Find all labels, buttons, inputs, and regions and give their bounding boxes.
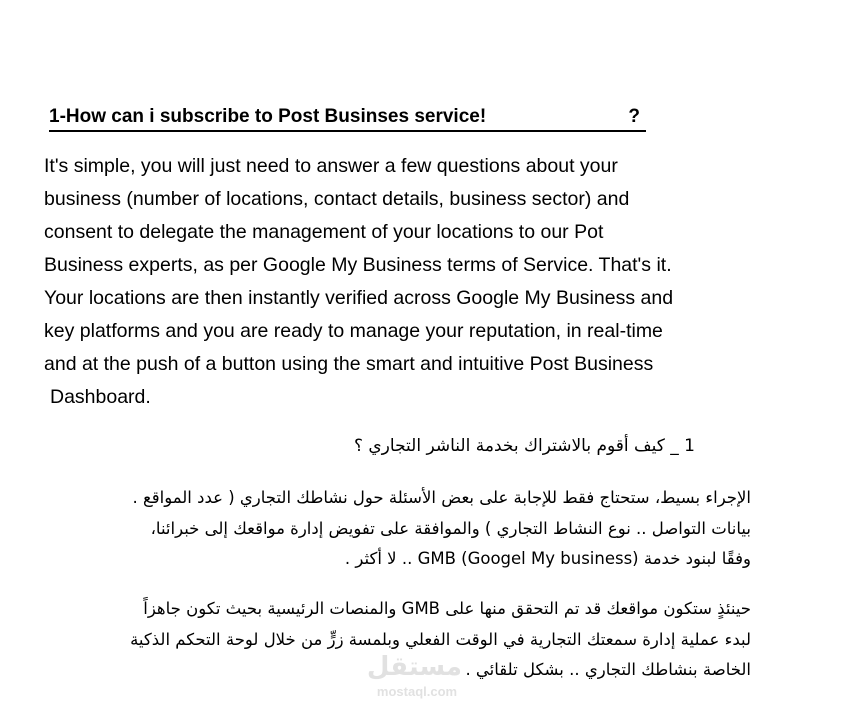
answer-ar-line: بيانات التواصل .. نوع النشاط التجاري ) والموافقة على تفويض إدارة مواقعك إلى خبرائنا، <box>150 518 751 538</box>
answer-en-line: and at the push of a button using the smart and intuitive Post Business <box>44 353 654 375</box>
answer-ar-line: حينئذٍ ستكون مواقعك قد تم التحقق منها على GMB والمنصات الرئيسية بحيث تكون جاهزاً <box>143 599 751 618</box>
question-heading-text: 1-How can i subscribe to Post Businses service! <box>49 106 487 127</box>
question-mark: ? <box>628 106 640 127</box>
answer-ar-line: الإجراء بسيط، ستحتاج فقط للإجابة على بعض الأسئلة حول نشاطك التجاري ( عدد المواقع . <box>132 488 751 507</box>
watermark-arabic: مستقل <box>366 652 462 682</box>
answer-en-line: key platforms and you are ready to manage your reputation, in real-time <box>44 320 663 342</box>
answer-en-line: Your locations are then instantly verified across Google My Business and <box>44 287 674 309</box>
answer-ar-line: وفقًا لبنود خدمة GMB (Googel My business) .. لا أكثر . <box>344 549 751 568</box>
watermark-latin: mostaql.com <box>376 684 458 699</box>
answer-en-line: It's simple, you will just need to answer a few questions about your <box>44 155 618 177</box>
answer-ar-line: لبدء عملية إدارة سمعتك التجارية في الوقت الفعلي وبلمسة زرٍّ من خلال لوحة التحكم الذكية <box>130 629 751 649</box>
answer-en-line: business (number of locations, contact details, business sector) and <box>44 188 630 210</box>
answer-paragraph-ar-1 <box>31 483 751 575</box>
answer-en-line: consent to delegate the management of your locations to our Pot <box>44 221 604 243</box>
mostaql-watermark <box>366 650 462 712</box>
answer-en-line: Business experts, as per Google My Business terms of Service. That's it. <box>44 254 672 276</box>
question-heading-ar: 1 _ كيف أقوم بالاشتراك بخدمة الناشر التجاري ؟ <box>353 436 695 456</box>
answer-en-line: Dashboard. <box>50 386 151 408</box>
question-heading-en <box>49 104 646 132</box>
answer-paragraph-en <box>44 150 764 414</box>
answer-ar-line: الخاصة بنشاطك التجاري .. بشكل تلقائي . <box>465 660 751 679</box>
